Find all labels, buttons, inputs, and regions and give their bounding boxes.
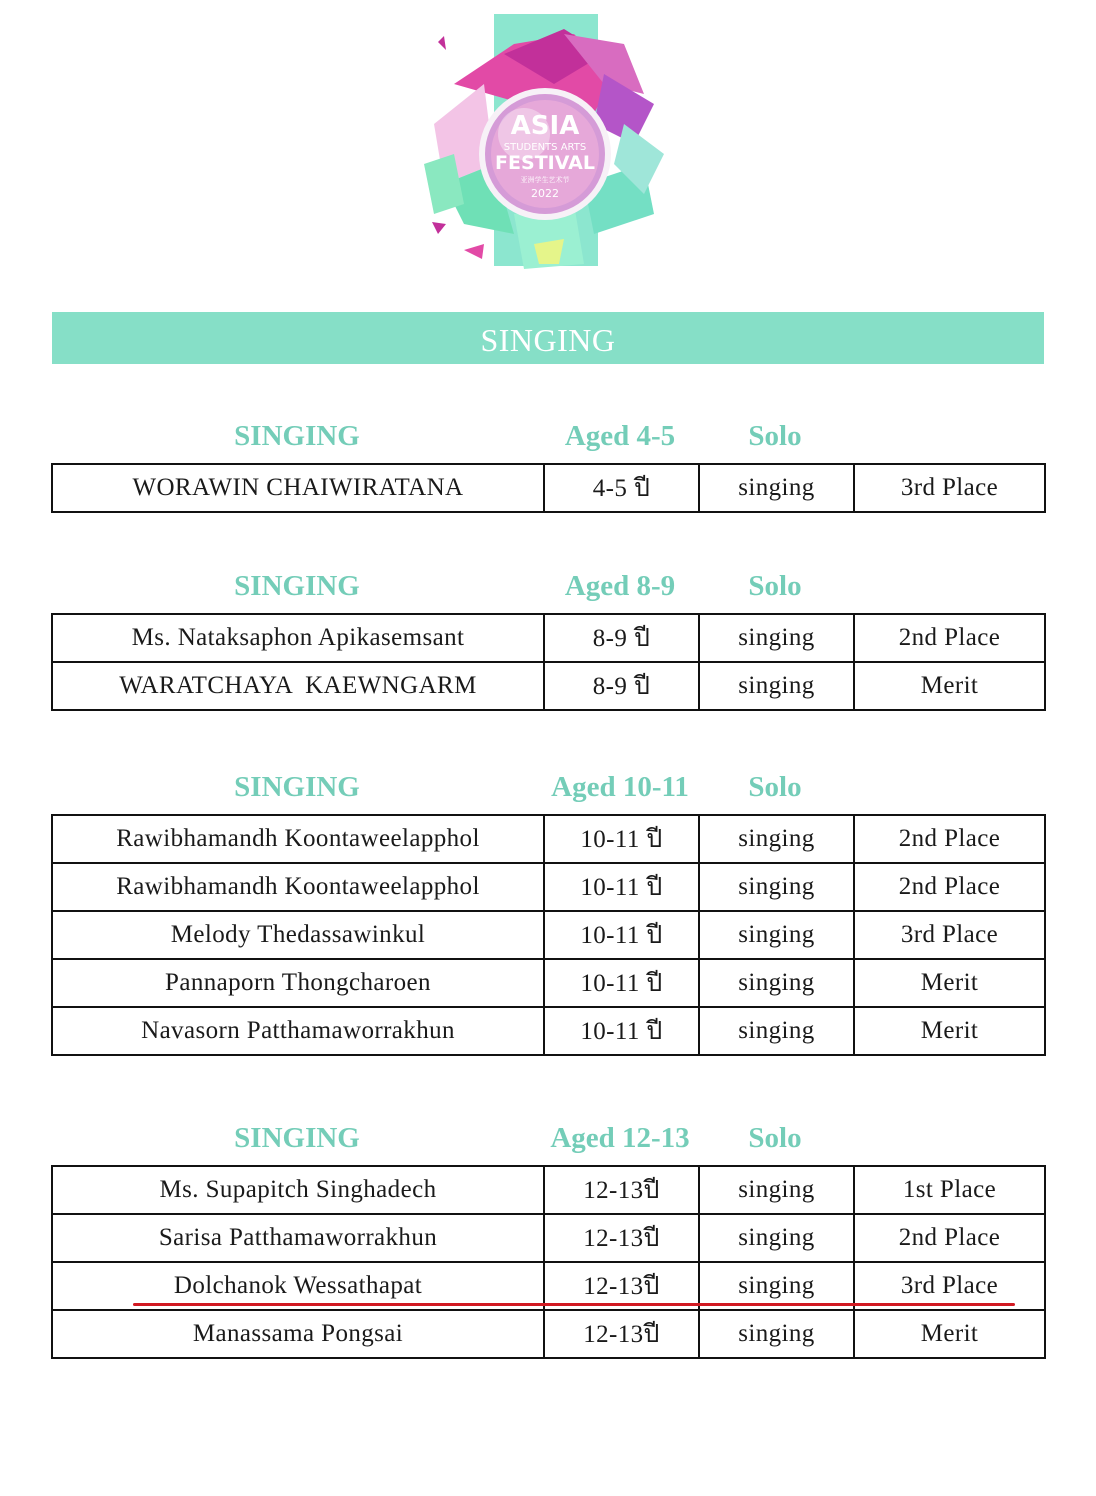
section-category: SINGING: [234, 771, 360, 803]
results-table: [51, 463, 1046, 513]
age-group: 12-13ปี: [544, 1310, 699, 1358]
participant-name: Rawibhamandh Koontaweelapphol: [52, 815, 544, 863]
participant-name: WORAWIN CHAIWIRATANA: [52, 464, 544, 512]
award-place: Merit: [854, 1007, 1045, 1055]
award-place: 2nd Place: [854, 863, 1045, 911]
participant-name: Melody Thedassawinkul: [52, 911, 544, 959]
award-place: 3rd Place: [854, 911, 1045, 959]
results-table: [51, 613, 1046, 711]
event-category: singing: [699, 959, 854, 1007]
section-type: Solo: [748, 570, 802, 602]
section-header: [0, 570, 1096, 610]
event-category: singing: [699, 662, 854, 710]
table-row: [52, 1166, 1045, 1214]
award-place: Merit: [854, 662, 1045, 710]
section-category: SINGING: [234, 570, 360, 602]
age-group: 10-11 ปี: [544, 863, 699, 911]
logo-asia-text: ASIA: [510, 111, 580, 141]
event-category: singing: [699, 1310, 854, 1358]
award-place: 3rd Place: [854, 464, 1045, 512]
festival-logo: [424, 14, 668, 270]
age-group: 10-11 ปี: [544, 1007, 699, 1055]
age-group: 12-13ปี: [544, 1262, 699, 1310]
age-group: 10-11 ปี: [544, 959, 699, 1007]
logo-students-arts-text: STUDENTS ARTS: [503, 142, 587, 153]
award-place: Merit: [854, 959, 1045, 1007]
award-place: Merit: [854, 1310, 1045, 1358]
participant-name: Ms. Supapitch Singhadech: [52, 1166, 544, 1214]
table-row: [52, 911, 1045, 959]
event-category: singing: [699, 1262, 854, 1310]
section-type: Solo: [748, 771, 802, 803]
event-category: singing: [699, 815, 854, 863]
logo-festival-text: FESTIVAL: [495, 152, 595, 174]
age-group: 4-5 ปี: [544, 464, 699, 512]
participant-name: Sarisa Patthamaworrakhun: [52, 1214, 544, 1262]
section-header: [0, 1122, 1096, 1162]
event-category: singing: [699, 863, 854, 911]
section-header: [0, 420, 1096, 460]
event-category: singing: [699, 614, 854, 662]
section-age: Aged 4-5: [564, 420, 676, 452]
section-category: SINGING: [234, 420, 360, 452]
age-group: 8-9 ปี: [544, 662, 699, 710]
event-category: singing: [699, 1214, 854, 1262]
age-group: 8-9 ปี: [544, 614, 699, 662]
age-group: 12-13ปี: [544, 1214, 699, 1262]
award-place: 3rd Place: [854, 1262, 1045, 1310]
section-type: Solo: [748, 420, 802, 452]
section-type: Solo: [748, 1122, 802, 1154]
award-place: 2nd Place: [854, 815, 1045, 863]
table-row: [52, 863, 1045, 911]
logo-chinese-text: 亚洲学生艺术节: [520, 176, 570, 184]
age-group: 10-11 ปี: [544, 911, 699, 959]
table-row: [52, 614, 1045, 662]
event-category: singing: [699, 1007, 854, 1055]
results-table: [51, 814, 1046, 1056]
participant-name: Ms. Nataksaphon Apikasemsant: [52, 614, 544, 662]
table-row: [52, 815, 1045, 863]
table-row: [52, 1214, 1045, 1262]
category-banner: SINGING: [52, 312, 1044, 364]
results-table: [51, 1165, 1046, 1359]
table-row: [52, 662, 1045, 710]
participant-name: Dolchanok Wessathapat: [52, 1262, 544, 1310]
award-place: 1st Place: [854, 1166, 1045, 1214]
award-place: 2nd Place: [854, 1214, 1045, 1262]
event-category: singing: [699, 464, 854, 512]
highlight-underline: [133, 1303, 1015, 1306]
event-category: singing: [699, 911, 854, 959]
section-age: Aged 10-11: [551, 771, 689, 803]
participant-name: Rawibhamandh Koontaweelapphol: [52, 863, 544, 911]
age-group: 12-13ปี: [544, 1166, 699, 1214]
participant-name: Manassama Pongsai: [52, 1310, 544, 1358]
festival-logo-graphic: [424, 14, 668, 270]
participant-name: Pannaporn Thongcharoen: [52, 959, 544, 1007]
table-row: [52, 959, 1045, 1007]
table-row: [52, 1310, 1045, 1358]
section-category: SINGING: [234, 1122, 360, 1154]
logo-year-text: 2022: [531, 187, 559, 200]
participant-name: WARATCHAYA KAEWNGARM: [52, 662, 544, 710]
section-age: Aged 12-13: [550, 1122, 690, 1154]
participant-name: Navasorn Patthamaworrakhun: [52, 1007, 544, 1055]
table-row: [52, 1007, 1045, 1055]
table-row: [52, 464, 1045, 512]
award-place: 2nd Place: [854, 614, 1045, 662]
section-header: [0, 771, 1096, 811]
section-age: Aged 8-9: [564, 570, 676, 602]
event-category: singing: [699, 1166, 854, 1214]
age-group: 10-11 ปี: [544, 815, 699, 863]
